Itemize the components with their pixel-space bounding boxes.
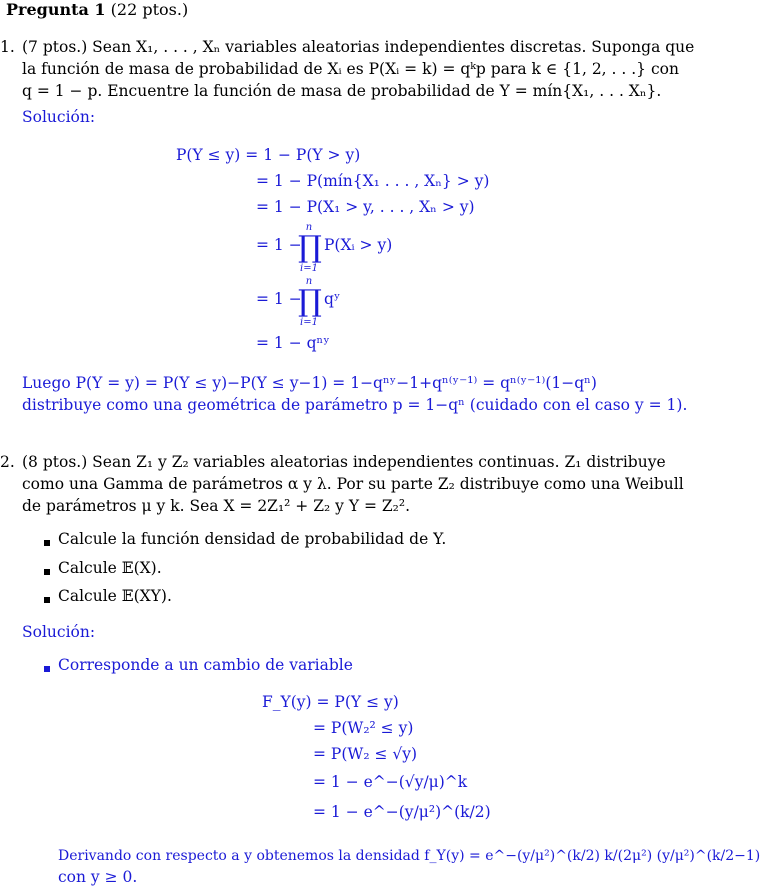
q2-line-1: (8 ptos.) Sean Z₁ y Z₂ variables aleatorias independientes continuas. Z₁ distribuye: [22, 453, 666, 471]
q1-conclusion-line-1: Luego P(Y = y) = P(Y ≤ y)−P(Y ≤ y−1) = 1−qⁿʸ−1+qⁿ⁽ʸ⁻¹⁾ = qⁿ⁽ʸ⁻¹⁾(1−qⁿ): [22, 374, 597, 392]
q1-conclusion-line-2: distribuye como una geométrica de parámetro p = 1−qⁿ (cuidado con el caso y = 1).: [22, 396, 688, 414]
q1-product-1-bottom: i=1: [300, 263, 318, 274]
q1-product-2-top: n: [305, 276, 313, 287]
q1-eq-1: P(Y ≤ y) = 1 − P(Y > y): [176, 146, 361, 164]
q1-product-1-top: n: [305, 222, 313, 233]
q2-bullet-2: Calcule 𝔼(X).: [58, 559, 162, 577]
q1-eq-2: = 1 − P(mín{X₁ . . . , Xₙ} > y): [256, 172, 490, 190]
q2-derivation-line-1: Derivando con respecto a y obtenemos la densidad f_Y(y) = e^−(y/μ²)^(k/2) k/(2μ²) (y/μ²)^(k/2−1): [58, 848, 760, 864]
q1-line-2: la función de masa de probabilidad de Xᵢ es P(Xᵢ = k) = qᵏp para k ∈ {1, 2, . . .} con: [22, 60, 679, 78]
q1-eq-4-post: P(Xᵢ > y): [324, 236, 393, 254]
q2-solution-label: Solución:: [22, 623, 96, 641]
q2-line-3: de parámetros μ y k. Sea X = 2Z₁² + Z₂ y Y = Z₂².: [22, 497, 411, 515]
q2-eq-3: = P(W₂ ≤ √y): [313, 745, 418, 763]
q1-eq-5-pre: = 1 −: [256, 290, 302, 308]
q1-solution-label: Solución:: [22, 108, 96, 126]
q1-product-2-bottom: i=1: [300, 317, 318, 328]
q2-bullet-marker-3: [44, 597, 50, 603]
question-header: [6, 0, 188, 19]
question-points: (22 ptos.): [110, 0, 189, 19]
q2-number: 2.: [0, 453, 15, 471]
q2-bullet-marker-1: [44, 540, 50, 546]
q1-line-3: q = 1 − p. Encuentre la función de masa de probabilidad de Y = mín{X₁, . . . Xₙ}.: [22, 82, 662, 100]
q2-bullet-1: Calcule la función densidad de probabilidad de Y.: [58, 530, 447, 548]
q2-eq-2: = P(W₂² ≤ y): [313, 719, 414, 737]
q1-eq-3: = 1 − P(X₁ > y, . . . , Xₙ > y): [256, 198, 475, 216]
q2-bullet-marker-2: [44, 569, 50, 575]
q2-derivation-line-2: con y ≥ 0.: [58, 868, 138, 886]
q1-eq-4-pre: = 1 −: [256, 236, 302, 254]
q2-eq-5: = 1 − e^−(y/μ²)^(k/2): [313, 803, 491, 821]
q2-eq-4: = 1 − e^−(√y/μ)^k: [313, 773, 468, 791]
question-title: Pregunta 1: [6, 0, 106, 19]
q2-bullet-3: Calcule 𝔼(XY).: [58, 587, 172, 605]
q1-product-symbol-2: n ∏ i=1: [298, 276, 322, 328]
q1-line-1: (7 ptos.) Sean X₁, . . . , Xₙ variables aleatorias independientes discretas. Suponga que: [22, 38, 695, 56]
q1-product-symbol-1: n ∏ i=1: [298, 222, 322, 274]
q1-eq-5-post: qʸ: [324, 290, 341, 308]
q2-eq-1: F_Y(y) = P(Y ≤ y): [262, 693, 399, 711]
q2-line-2: como una Gamma de parámetros α y λ. Por su parte Z₂ distribuye como una Weibull: [22, 475, 684, 493]
q1-eq-6: = 1 − qⁿʸ: [256, 334, 330, 352]
q2-solution-bullet: Corresponde a un cambio de variable: [58, 656, 353, 674]
q1-number: 1.: [0, 38, 15, 56]
q2-solution-bullet-marker: [44, 666, 50, 672]
